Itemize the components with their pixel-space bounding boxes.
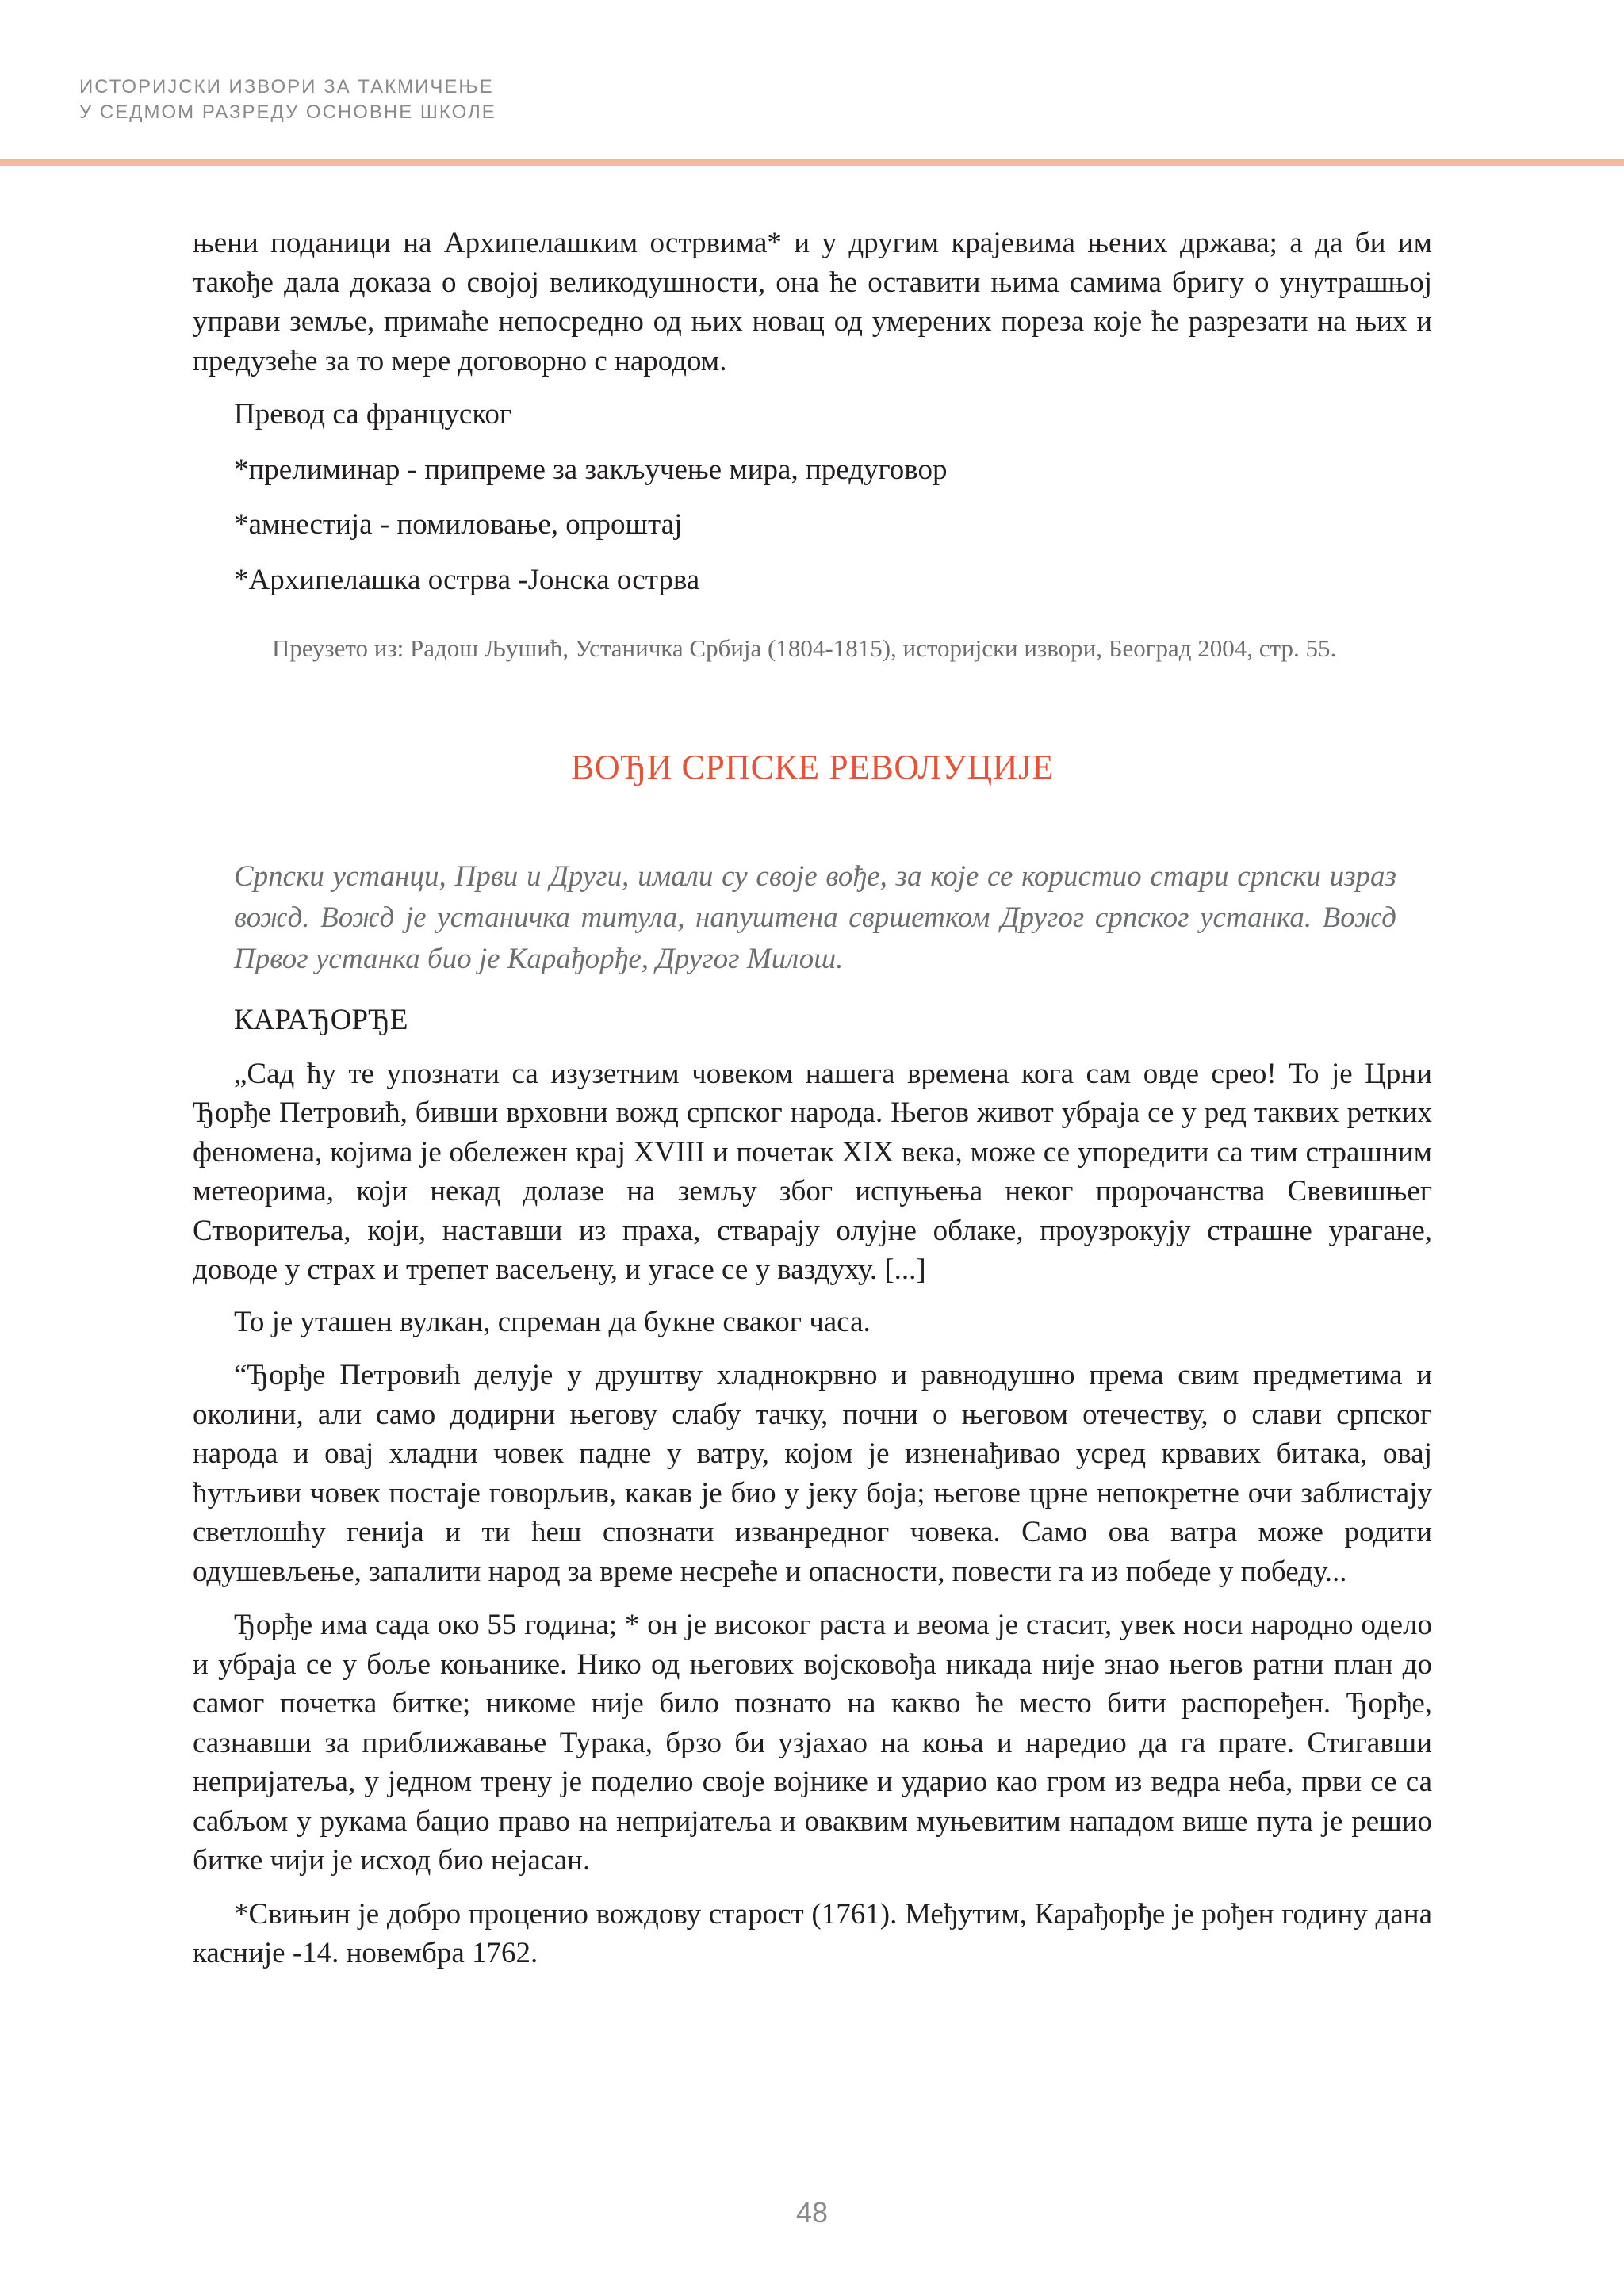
continued-paragraph: њени поданици на Архипелашким острвима* и у другим крајевима њених држава; а да би им такође дала доказа о својој великодушности, она ће оставити њима самима бригу о унутрашњој управи земље, примаће непосредно од њих новац од умерених пореза које ће разрезати на њих и предузеће за то мере договорно с народом.: [193, 227, 1432, 377]
running-header-line-2: У СЕДМОМ РАЗРЕДУ ОСНОВНЕ ШКОЛЕ: [79, 101, 496, 123]
quote-paragraph-4: Ђорђе има сада око 55 година; * он је високог раста и веома је стасит, увек носи народно одело и убраја се у боље коњанике. Нико од његових војсковођа никада није знао његов ратни план до самог почетка битке; никоме није било познато на какво ће место бити распоређен. Ђорђе, сазнавши за приближавање Турака, брзо би узјахао на коња и наредио да га прате. Стигавши непријатеља, у једном трену је поделио своје војнике и ударио као гром из ведра неба, први се са сабљом у рукама бацио право на непријатеља и оваквим муњевитим нападом више пута је решио битке чији је исход био нејасан.: [193, 1609, 1432, 1877]
quote-paragraph-3: “Ђорђе Петровић делује у друштву хладнокрвно и равнодушно према свим предметима и околини, али само додирни његову слабу тачку, почни о његовом отечеству, о слави српског народа и овај хладни човек падне у ватру, којом је изненађивао усред крвавих битака, овај ћутљиви човек постаје говорљив, какав је био у јеку боја; његове црне непокретне очи заблистају светлошћу генија и ти ћеш спознати изванредног човека. Само ова ватра може родити одушевљење, запалити народ за време несреће и опасности, повести га из победе у победу...: [193, 1359, 1432, 1588]
header-rule: [0, 159, 1624, 166]
footnote-amnesty: *амнестија - помиловање, опроштај: [234, 508, 683, 541]
footnote-preliminary: *прелиминар - припреме за закључење мира, предуговор: [234, 453, 948, 486]
subheading-karadjordje: КАРАЂОРЂЕ: [234, 1004, 408, 1036]
source-citation: Преузето из: Радош Љушић, Устаничка Србија (1804-1815), историјски извори, Београд 2004, стр. 55.: [272, 634, 1337, 662]
quote-paragraph-2: То је уташен вулкан, спреман да букне сваког часа.: [234, 1305, 871, 1338]
section-intro: Српски устанци, Први и Други, имали су своје вође, за које се користио стари српски израз вожд. Вожд је устаничка титула, напуштена свршетком Другог српског устанка. Вожд Првог устанка био је Карађорђе, Другог Милош.: [234, 860, 1396, 975]
translation-note: Превод са француског: [234, 398, 512, 430]
running-header-line-1: ИСТОРИЈСКИ ИЗВОРИ ЗА ТАКМИЧЕЊЕ: [79, 76, 494, 98]
footnote-paragraph: *Свињин је добро проценио вождову старост (1761). Међутим, Карађорђе је рођен годину дана касније -14. новембра 1762.: [193, 1897, 1432, 1969]
section-title: ВОЂИ СРПСКЕ РЕВОЛУЦИЈЕ: [571, 748, 1054, 786]
footnote-archipelago: *Архипелашка острва -Јонска острва: [234, 563, 700, 596]
quote-paragraph-1: „Сад ћу те упознати са изузетним човеком нашега времена кога сам овде срео! То је Црни Ђорђе Петровић, бивши врховни вожд српског народа. Његов живот убраја се у ред таквих ретких феномена, којима је обележен крај XVIII и почетак XIX века, може се упоредити са тим страшним метеорима, који некад долазе на земљу због испуњења неког пророчанства Свевишњег Створитеља, који, наставши из праха, стварају олујне облаке, проузрокују страшне урагане, доводе у страх и трепет васељену, и угасе се у ваздуху. [...]: [193, 1057, 1432, 1286]
page-body: [193, 224, 1432, 1973]
running-header: [79, 75, 496, 125]
page-number: 48: [795, 2196, 829, 2229]
